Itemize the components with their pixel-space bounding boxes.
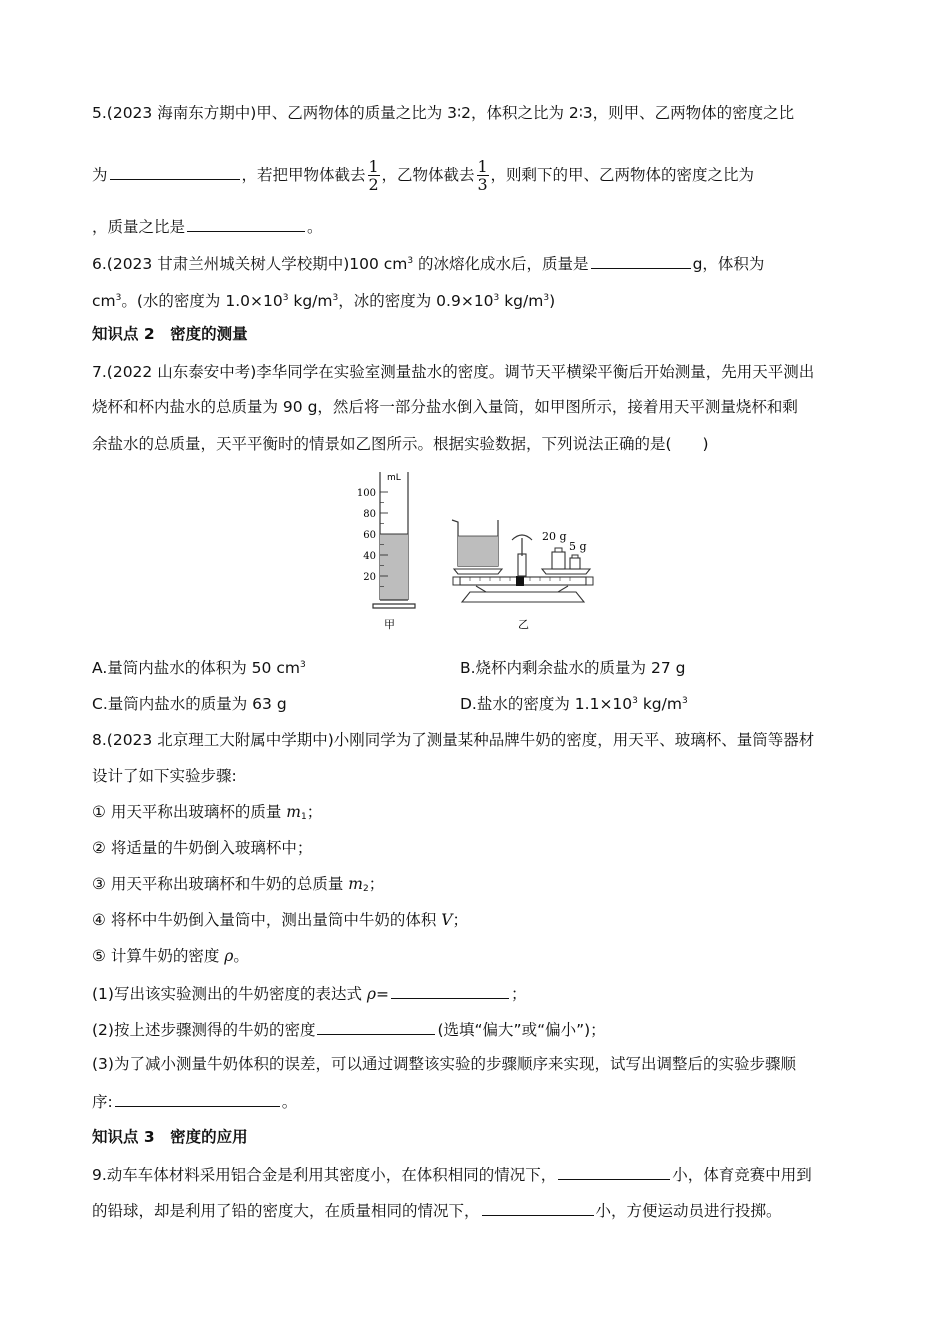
- q8-line1: 8.(2023 北京理工大附属中学期中)小刚同学为了测量某种品牌牛奶的密度，用天平、玻璃杯、量筒等器材: [92, 731, 815, 749]
- subq-text: =: [376, 985, 390, 1003]
- option-a[interactable]: [92, 656, 306, 678]
- cylinder-unit-label: mL: [387, 473, 401, 483]
- step-text: ；: [452, 911, 468, 929]
- q5-text: ，质量之比是: [92, 218, 186, 236]
- q5-text: ，则剩下的甲、乙两物体的密度之比为: [490, 166, 755, 184]
- q8-sub3-line2: [92, 1090, 297, 1112]
- cylinder-base: [373, 604, 415, 608]
- q5-line2: [92, 158, 754, 193]
- subq-text: (选填“偏大”或“偏小”)；: [437, 1021, 606, 1039]
- superscript: 3: [632, 696, 638, 706]
- q5-text: 为: [92, 166, 108, 184]
- q6-text: ): [549, 292, 556, 310]
- q7-line2: 烧杯和杯内盐水的总质量为 90 g，然后将一部分盐水倒入量筒，如甲图所示，接着用天平测量烧杯和剩: [92, 398, 798, 416]
- math-var: m: [286, 803, 301, 821]
- weight-5g: [570, 558, 580, 569]
- superscript: 3: [282, 293, 289, 303]
- q6-text: 6.(2023 甘肃兰州城关树人学校期中)100 cm: [92, 255, 408, 273]
- liquid-level: [380, 534, 408, 600]
- q8-sub2: [92, 1018, 606, 1040]
- answer-blank[interactable]: [591, 252, 691, 269]
- step-text: ；: [306, 803, 323, 821]
- q6-line1: [92, 251, 764, 274]
- subq-text: ；: [511, 985, 527, 1003]
- answer-blank[interactable]: [391, 982, 509, 999]
- q9-text: 小，体育竞赛中用到: [672, 1166, 812, 1184]
- cylinder-tick-label: 60: [363, 530, 376, 541]
- option-c[interactable]: C.量筒内盐水的质量为 63 g: [92, 695, 287, 713]
- math-var: ρ: [366, 985, 377, 1003]
- cylinder-tick-label: 20: [363, 572, 376, 583]
- q5-text: 。: [307, 218, 323, 236]
- q8-step1: [92, 802, 322, 827]
- q6-text: 的冰熔化成水后，质量是: [413, 255, 589, 273]
- option-text: kg/m: [637, 695, 682, 713]
- step-text: ④ 将杯中牛奶倒入量筒中，测出量筒中牛奶的体积: [92, 911, 442, 929]
- q8-line2: 设计了如下实验步骤:: [92, 767, 237, 785]
- superscript: 3: [115, 293, 122, 303]
- q5-text: ，乙物体截去: [381, 166, 475, 184]
- fraction-third: [477, 158, 489, 193]
- beaker-liquid: [458, 536, 498, 566]
- rider: [516, 576, 524, 586]
- balance-scale: [452, 520, 593, 631]
- q5-text: 5.(2023 海南东方期中)甲、乙两物体的质量之比为 3∶2，体积之比为 2∶3，则甲、乙两物体的密度之比: [92, 104, 795, 122]
- weight-20g: [552, 552, 565, 569]
- option-d[interactable]: [460, 692, 688, 714]
- weight-20g-label: 20 g: [542, 530, 567, 543]
- graduated-cylinder: [357, 472, 415, 631]
- cylinder-tick-label: 40: [363, 551, 376, 562]
- step-text: ⑤ 计算牛奶的密度: [92, 947, 225, 965]
- q8-step3: [92, 874, 384, 899]
- superscript: 3: [493, 293, 500, 303]
- option-text: D.盐水的密度为 1.1×10: [460, 695, 633, 713]
- fraction-denominator: 2: [368, 175, 379, 194]
- q9-text: 9.动车车体材料采用铝合金是利用其密度小，在体积相同的情况下，: [92, 1166, 557, 1184]
- answer-blank[interactable]: [115, 1090, 280, 1107]
- step-text: ③ 用天平称出玻璃杯和牛奶的总质量: [92, 875, 349, 893]
- answer-blank[interactable]: [558, 1163, 670, 1180]
- math-var: V: [441, 911, 453, 929]
- section-heading-2: 知识点 2 密度的测量: [92, 325, 248, 343]
- q5-line1: [92, 103, 794, 123]
- weight-5g-label: 5 g: [569, 540, 587, 553]
- balance-base: [462, 592, 584, 602]
- q6-text: kg/m: [499, 292, 544, 310]
- step-text: 。: [233, 947, 249, 965]
- superscript: 3: [407, 256, 414, 266]
- q6-line2: [92, 288, 555, 311]
- fraction-denominator: 3: [477, 175, 488, 194]
- step-text: ① 用天平称出玻璃杯的质量: [92, 803, 287, 821]
- right-pan: [542, 569, 590, 574]
- subscript: 2: [362, 884, 369, 894]
- superscript: 3: [681, 696, 688, 706]
- math-var: ρ: [224, 947, 234, 965]
- option-b[interactable]: B.烧杯内剩余盐水的质量为 27 g: [460, 659, 686, 677]
- section-heading-3: 知识点 3 密度的应用: [92, 1128, 248, 1146]
- q8-sub1: [92, 982, 527, 1004]
- option-text: A.量筒内盐水的体积为 50 cm: [92, 659, 300, 677]
- superscript: 3: [332, 293, 339, 303]
- fraction-numerator: 1: [477, 157, 488, 176]
- q7-line1: 7.(2022 山东泰安中考)李华同学在实验室测量盐水的密度。调节天平横梁平衡后开始测量，先用天平测出: [92, 363, 815, 381]
- fraction-half: [368, 158, 380, 193]
- subq-text: (1)写出该实验测出的牛奶密度的表达式: [92, 985, 367, 1003]
- superscript: 3: [543, 293, 550, 303]
- q9-line1: [92, 1163, 812, 1185]
- subq-text: 。: [281, 1093, 298, 1111]
- step-text: ；: [368, 875, 385, 893]
- q7-line3: 余盐水的总质量，天平平衡时的情景如乙图所示。根据实验数据，下列说法正确的是( ): [92, 435, 709, 453]
- q9-text: 小，方便运动员进行投掷。: [595, 1202, 782, 1220]
- q9-line2: [92, 1199, 782, 1221]
- cylinder-tick-label: 80: [363, 509, 376, 520]
- math-var: m: [348, 875, 363, 893]
- fraction-numerator: 1: [368, 157, 379, 176]
- experiment-figure: [340, 466, 610, 636]
- answer-blank[interactable]: [317, 1018, 435, 1035]
- q6-text: 。(水的密度为 1.0×10: [121, 292, 283, 310]
- q8-step4: [92, 910, 468, 930]
- cylinder-tick-label: 100: [356, 488, 376, 499]
- subq-text: (2)按上述步骤测得的牛奶的密度: [92, 1021, 316, 1039]
- q6-text: g，体积为: [692, 255, 765, 273]
- q6-text: kg/m: [288, 292, 333, 310]
- q5-line3: [92, 215, 323, 237]
- answer-blank[interactable]: [482, 1199, 594, 1216]
- q8-step5: [92, 946, 249, 966]
- answer-blank[interactable]: [110, 163, 240, 180]
- q6-text: ，冰的密度为 0.9×10: [338, 292, 494, 310]
- label-yi: 乙: [518, 618, 529, 631]
- q8-step2: ② 将适量的牛奶倒入玻璃杯中；: [92, 839, 313, 857]
- subq-text: 序:: [92, 1093, 113, 1111]
- q6-text: cm: [92, 292, 116, 310]
- q5-text: ，若把甲物体截去: [241, 166, 366, 184]
- q9-text: 的铅球，却是利用了铅的密度大，在质量相同的情况下，: [92, 1202, 480, 1220]
- label-jia: 甲: [384, 618, 395, 631]
- subscript: 1: [300, 812, 307, 822]
- q8-sub3-line1: (3)为了减小测量牛奶体积的误差，可以通过调整该实验的步骤顺序来实现，试写出调整后的实验步骤顺: [92, 1055, 796, 1073]
- balance-nut-right: [586, 577, 593, 585]
- balance-nut-left: [453, 577, 460, 585]
- superscript: 3: [299, 660, 306, 670]
- pillar: [518, 554, 526, 576]
- answer-blank[interactable]: [187, 215, 305, 232]
- left-pan: [454, 569, 502, 574]
